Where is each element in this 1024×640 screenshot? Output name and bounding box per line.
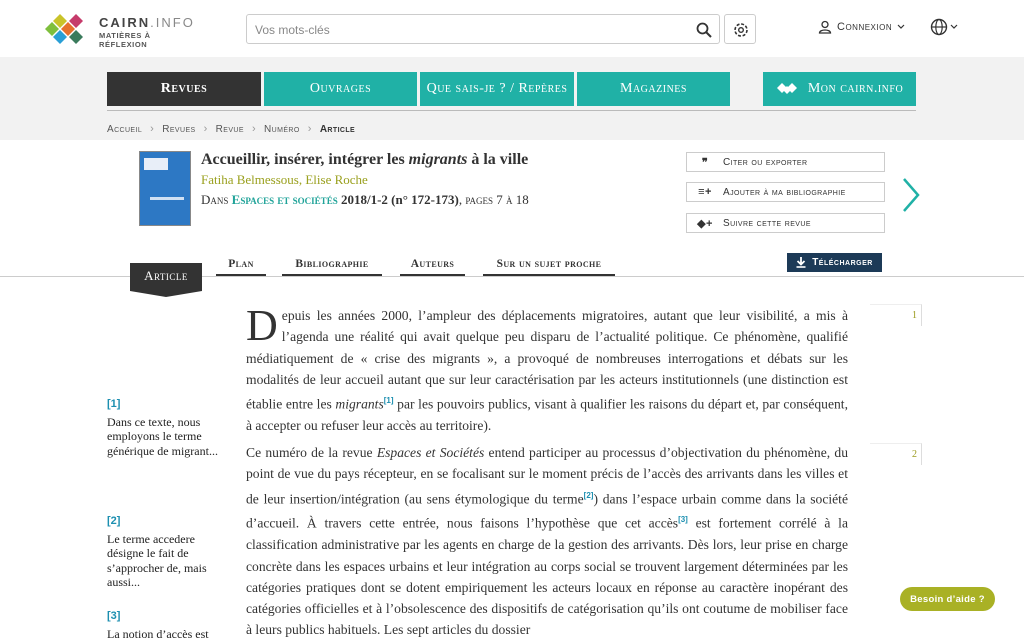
paragraph-number: 2 xyxy=(870,443,922,465)
chevron-right-icon: › xyxy=(251,123,257,135)
footnote-text: Dans ce texte, nous employons le terme générique de migrant... xyxy=(107,414,218,458)
paragraph-number: 1 xyxy=(870,304,922,326)
login-menu[interactable] xyxy=(818,17,905,37)
cairn-logo[interactable] xyxy=(44,12,195,49)
tab-auteurs[interactable]: Auteurs xyxy=(400,258,465,276)
footnote-ref[interactable]: [3] xyxy=(678,515,688,525)
chevron-right-icon: › xyxy=(150,123,155,135)
chevron-down-icon xyxy=(897,23,905,31)
logo-name: CAIRN.INFO xyxy=(99,15,195,30)
footnote-text: La notion d’accès est xyxy=(107,626,209,640)
cover-band xyxy=(150,197,184,200)
nav-que-sais-je[interactable]: Que sais-je ? / Repères xyxy=(420,72,574,106)
search-input[interactable] xyxy=(255,21,685,39)
playlist-add-icon: ≡+ xyxy=(698,186,712,198)
footnote-preview[interactable] xyxy=(107,609,219,640)
gear-icon xyxy=(732,21,750,39)
body-paragraph: Ce numéro de la revue Espaces et Sociétés entend participer au processus d’objectivation du phénomène, du point de vue du pays récepteur, en se focalisant sur le moment précis de l’accès des arrivants dans les villes et de leur insertion/intégration (au sens étymologique du terme[2]) dans l’espace urbain comme dans la société d’accueil. À travers cette entrée, nous faisons l’hypothèse que cet accès[3] est fortement corrélé à la classification administrative par les agents en charge de la gestion des arrivants. Dès lors, leur prise en charge concrète dans les espaces urbains et leur intégration au corps social se trouvent largement déterminées par les catégories pratiques dont se dotent empiriquement les acteurs locaux en réponse au caractère inopérant des catégories officielles et à l’obsolescence des dispositifs de catégorisation qu’ils ont coutume de mobiliser face à leurs publics habituels. Les sept articles du dossier xyxy=(246,445,848,638)
language-menu[interactable] xyxy=(930,16,962,38)
footnote-preview[interactable] xyxy=(107,397,219,458)
footnote-number: [1] xyxy=(107,398,121,410)
breadcrumb-accueil[interactable]: Accueil xyxy=(107,123,143,135)
issue-link[interactable]: 2018/1-2 (n° 172-173) xyxy=(337,192,459,207)
drop-cap: D xyxy=(246,301,278,350)
cite-export-button[interactable]: ❞ Citer ou exporter xyxy=(686,152,885,172)
issue-cover[interactable] xyxy=(139,151,191,226)
logo-tagline: MATIÈRES À RÉFLEXION xyxy=(99,31,151,49)
footnote-text: Le terme accedere désigne le fait de s’approcher de, mais aussi... xyxy=(107,531,207,589)
revue-link[interactable]: Espaces et sociétés xyxy=(231,192,338,207)
cover-title-block xyxy=(144,158,168,170)
add-bibliography-button[interactable]: ≡+ Ajouter à ma bibliographie xyxy=(686,182,885,202)
download-button[interactable]: Télécharger xyxy=(787,253,882,272)
logo-mark-icon xyxy=(44,12,92,46)
article-title: Accueillir, insérer, intégrer les migrants à la ville xyxy=(201,151,529,168)
body-paragraph: Depuis les années 2000, l’ampleur des déplacements migratoires, autant que leur visibilité, a mis à l’agenda une réalité qui avait quelque peu disparu de l’actualité politique. Ce phénomène, qualifié médiatiquement de « crise des migrants », a provoqué de nombreuses interrogations et débats sur les modalités de leur accueil autant que sur leur caractérisation par les acteurs institutionnels (une distinction est établie entre les migrants[1] par les pouvoirs publics, visant à qualifier les raisons du départ et, par conséquent, à accepter ou refuser leur accès au territoire). xyxy=(246,301,848,434)
help-button[interactable]: Besoin d’aide ? xyxy=(900,587,995,611)
top-bar xyxy=(0,0,1024,57)
follow-revue-button[interactable]: ◆+ Suivre cette revue xyxy=(686,213,885,233)
search-box xyxy=(246,14,720,44)
chevron-right-icon: › xyxy=(203,123,208,135)
download-icon xyxy=(796,257,806,268)
next-article-chevron-icon[interactable] xyxy=(900,176,922,214)
footnote-ref[interactable]: [2] xyxy=(583,490,594,500)
breadcrumb-revue[interactable]: Revue xyxy=(215,123,244,135)
tab-plan[interactable]: Plan xyxy=(216,258,266,276)
footnote-number: [3] xyxy=(107,610,121,622)
cairn-follow-icon: ◆+ xyxy=(697,217,713,230)
globe-icon xyxy=(930,18,948,36)
author-link[interactable]: Elise Roche xyxy=(305,172,368,187)
nav-revues[interactable]: Revues xyxy=(107,72,261,106)
breadcrumb xyxy=(107,122,355,136)
footnote-preview[interactable] xyxy=(107,514,219,590)
chevron-down-icon xyxy=(950,23,958,31)
cairn-mark-icon xyxy=(776,82,798,96)
author-link[interactable]: Fatiha Belmessous xyxy=(201,172,299,187)
nav-magazines[interactable]: Magazines xyxy=(577,72,730,106)
login-label: Connexion xyxy=(837,21,893,33)
quote-icon: ❞ xyxy=(701,156,709,169)
article-authors: Fatiha Belmessous, Elise Roche xyxy=(201,172,368,187)
search-settings-button[interactable] xyxy=(724,14,756,44)
search-icon[interactable] xyxy=(695,21,713,39)
tab-sujet-proche[interactable]: Sur un sujet proche xyxy=(483,258,615,276)
chevron-right-icon: › xyxy=(307,123,312,135)
nav-divider xyxy=(107,110,916,111)
tab-bibliographie[interactable]: Bibliographie xyxy=(282,258,382,276)
footnote-number: [2] xyxy=(107,515,121,527)
tab-article[interactable]: Article xyxy=(130,263,202,291)
breadcrumb-numero[interactable]: Numéro xyxy=(264,123,300,135)
footnote-ref[interactable]: [1] xyxy=(383,396,394,406)
user-icon xyxy=(818,20,832,34)
nav-ouvrages[interactable]: Ouvrages xyxy=(264,72,417,106)
nav-mon-cairn[interactable] xyxy=(763,72,916,106)
nav-mon-cairn-label: Mon cairn.info xyxy=(807,81,904,96)
breadcrumb-article: Article xyxy=(319,123,356,135)
article-source: Dans Espaces et sociétés 2018/1-2 (n° 172-173), pages 7 à 18 xyxy=(201,192,529,207)
breadcrumb-revues[interactable]: Revues xyxy=(162,123,196,135)
